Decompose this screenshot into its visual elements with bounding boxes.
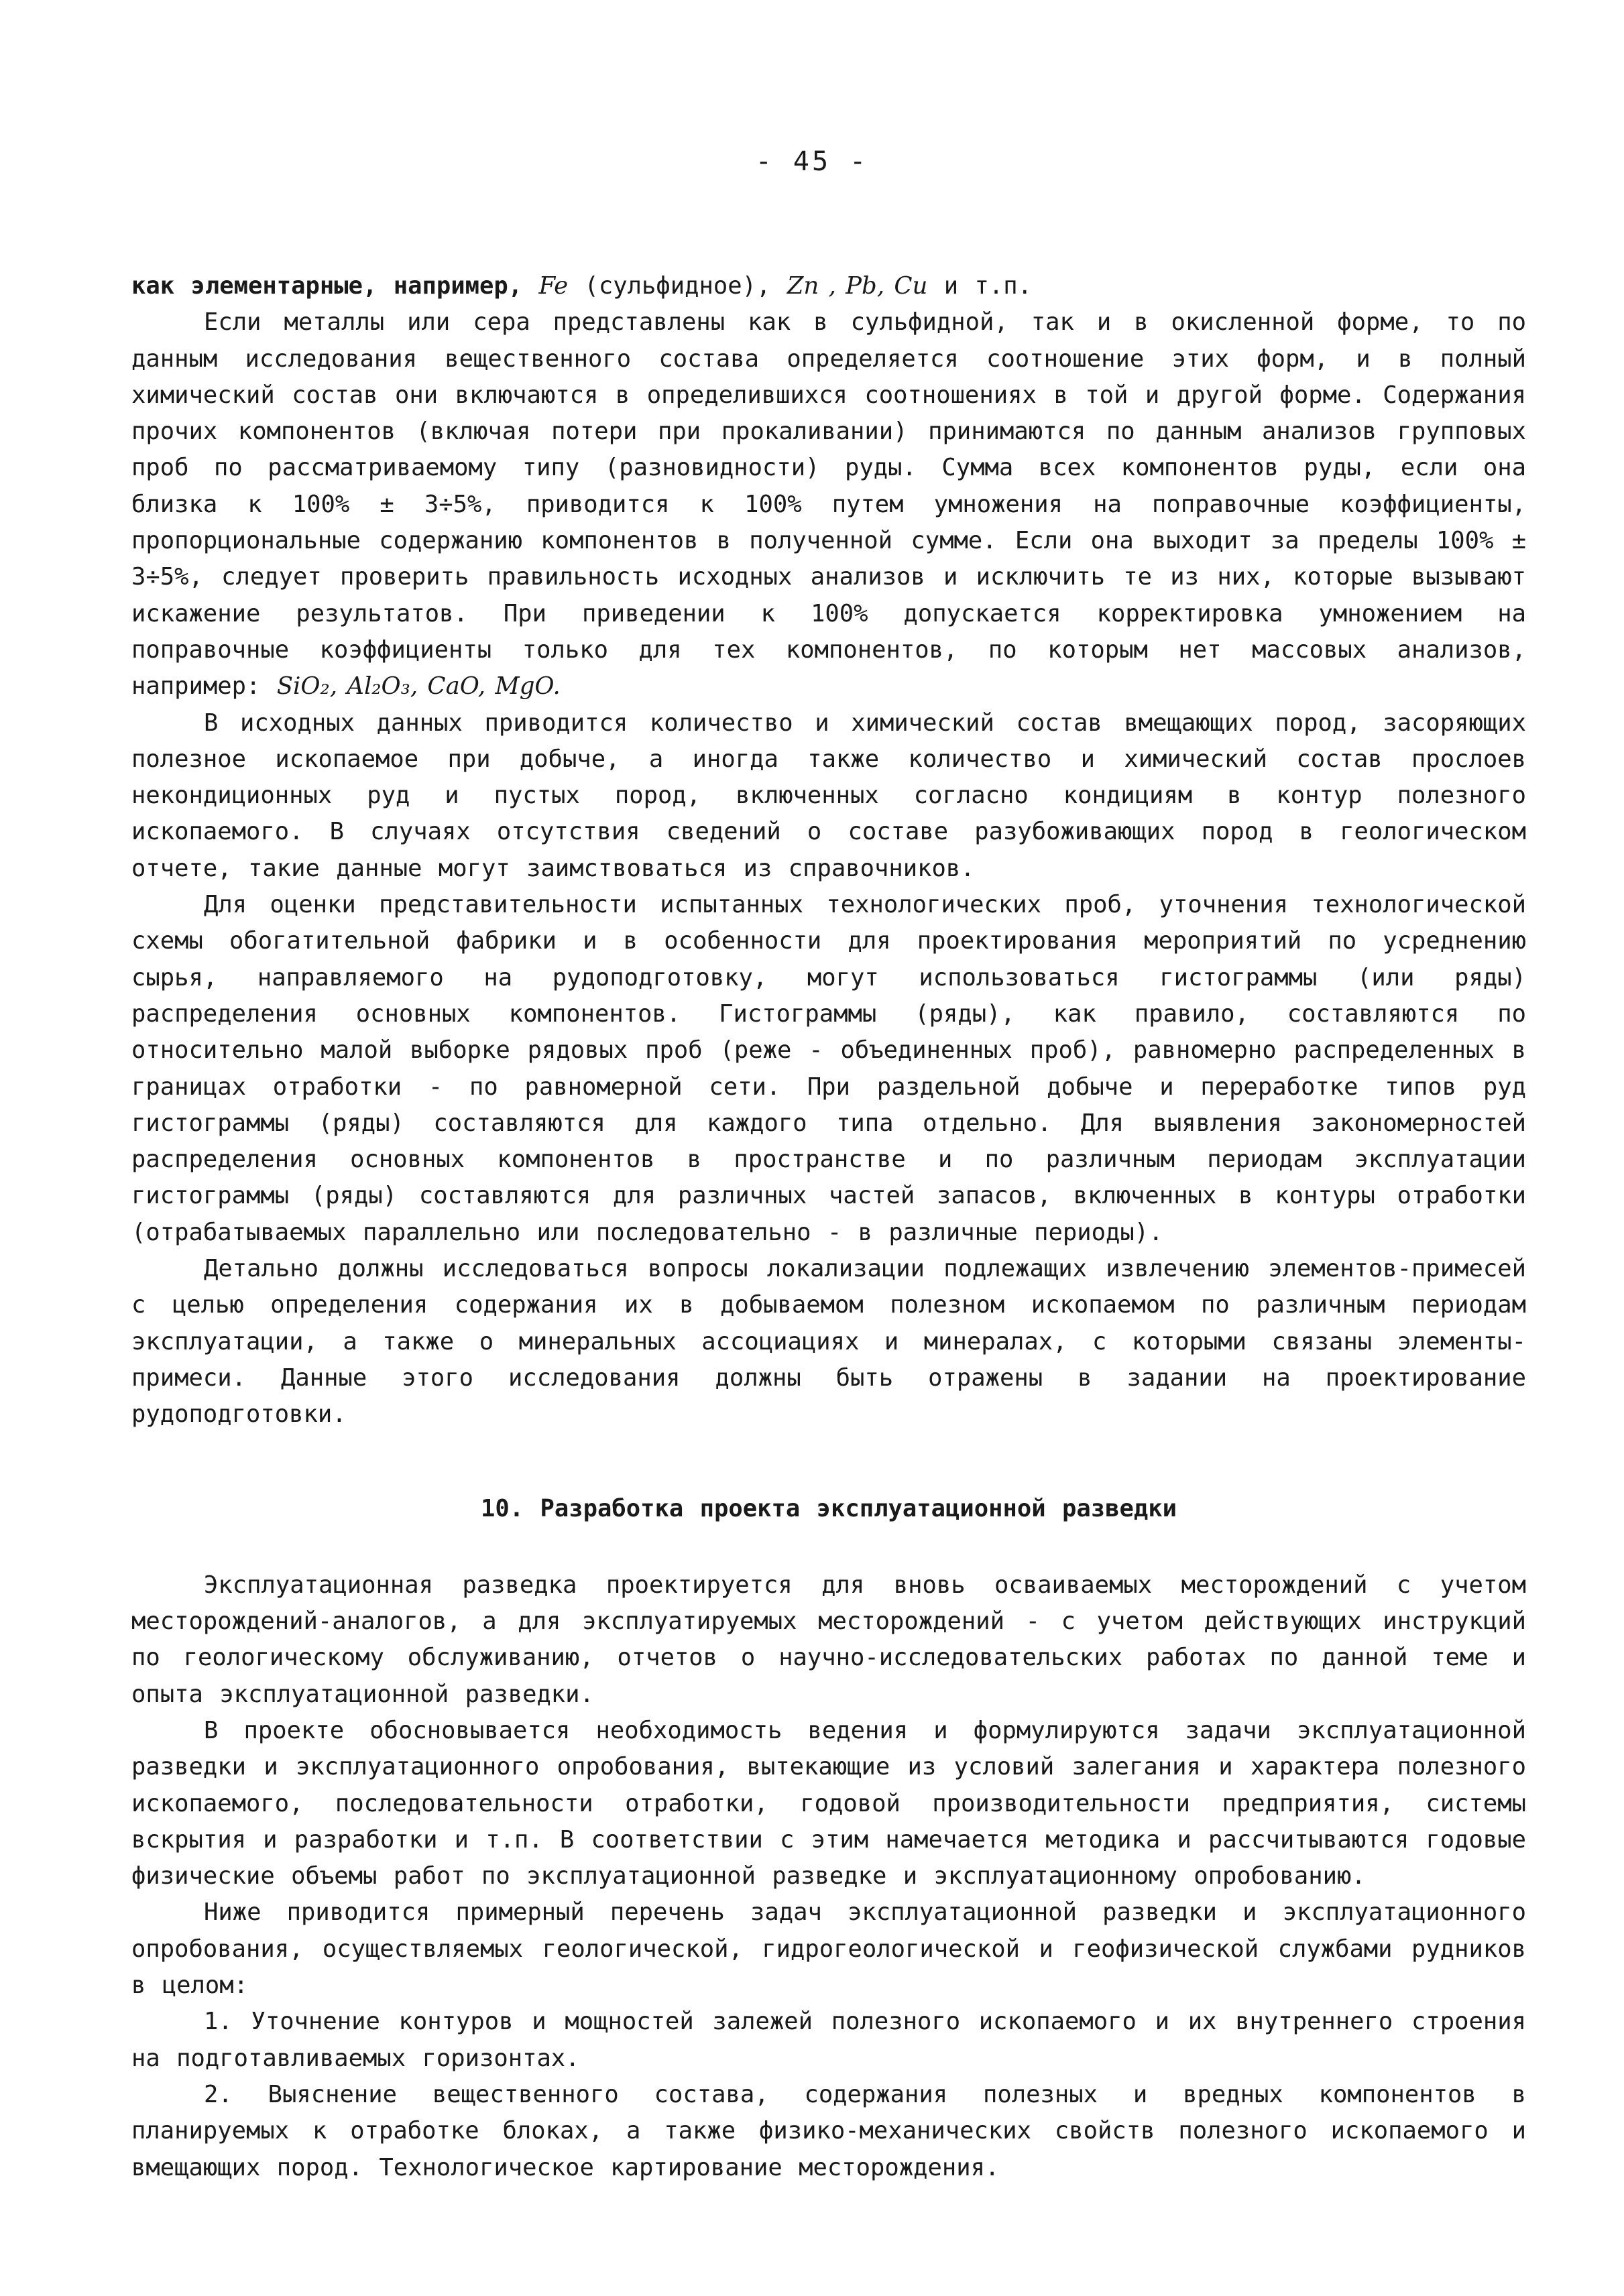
p1-formula-metals: Zn , Pb, Cu (787, 272, 928, 300)
p1-text-a: как элементарные, например, (131, 272, 523, 300)
paragraph-impurity-elements: Детально должны исследоваться вопросы локализации подлежащих извлечению элементов-примесей с целью определения содержания их в добываемом полезном ископаемом по различным периодам эксплуатации, а также о минеральных ассоциациях и минералах, с которыми связаны элементы-примеси. Данные этого исследования должны быть отражены в задании на проектирование рудоподготовки. (131, 1255, 1526, 1429)
p1-text-b: (сульфидное), (584, 272, 771, 300)
list-item: 2. Выяснение вещественного состава, содержания полезных и вредных компонентов в планируемых к отработке блоках, а также физико-механических свойств полезного ископаемого и вмещающих пород. Технологическое картирование месторождения. (131, 2080, 1526, 2181)
page-number: - 45 - (755, 146, 869, 177)
paragraph-task-list-intro: Ниже приводится примерный перечень задач эксплуатационной разведки и эксплуатационного опробования, осуществляемых геологической, гидрогеологической и геофизической службами рудников в целом: (131, 1898, 1526, 2000)
paragraph-metals-oxidation (131, 304, 1526, 705)
paragraph-exploitation-exploration: Эксплуатационная разведка проектируется для вновь осваиваемых месторождений с учетом месторождений-аналогов, а для эксплуатируемых месторождений - с учетом действующих инструкций по геологическому обслуживанию, отчетов о научно-исследовательских работах по данной теме и опыта эксплуатационной разведки. (131, 1571, 1526, 1708)
p1-text-c: и т.п. (943, 272, 1032, 300)
paragraph-continuation (131, 268, 1526, 304)
paragraph-histograms: Для оценки представительности испытанных технологических проб, уточнения технологической схемы обогатительной фабрики и в особенности для проектирования мероприятий по усреднению сырья, направляемого на рудоподготовку, могут использоваться гистограммы (или ряды) распределения основных компонентов. Гистограммы (ряды), как правило, составляются по относительно малой выборке рядовых проб (реже - объединенных проб), равномерно распределенных в границах отработки - по равномерной сети. При раздельной добыче и переработке типов руд гистограммы (ряды) составляются для каждого типа отдельно. Для выявления закономерностей распределения основных компонентов в пространстве и по различным периодам эксплуатации гистограммы (ряды) составляются для различных частей запасов, включенных в контуры отработки (отрабатываемых параллельно или последовательно - в различные периоды). (131, 891, 1526, 1246)
section-heading: 10. Разработка проекта эксплуатационной разведки (481, 1494, 1177, 1522)
p2-text: Если металлы или сера представлены как в сульфидной, так и в окисленной форме, то по данным исследования вещественного состава определяется соотношение этих форм, и в полный химический состав они включаются в определившихся соотношениях в той и другой форме. Содержания прочих компонентов (включая потери при прокаливании) принимаются по данным анализов групповых проб по рассматриваемому типу (разновидности) руды. Сумма всех компонентов руды, если она близка к 100% ± 3÷5%, приводится к 100% путем умножения на поправочные коэффициенты, пропорциональные содержанию компонентов в полученной сумме. Если она выходит за пределы 100% ± 3÷5%, следует проверить правильность исходных анализов и исключить те из них, которые вызывают искажение результатов. При приведении к 100% допускается корректировка умножением на поправочные коэффициенты только для тех компонентов, по которым нет массовых анализов, например: (131, 308, 1526, 701)
paragraph-host-rocks: В исходных данных приводится количество и химический состав вмещающих пород, засоряющих полезное ископаемое при добыче, а иногда также количество и химический состав прослоев некондиционных руд и пустых пород, включенных согласно кондициям в контур полезного ископаемого. В случаях отсутствия сведений о составе разубоживающих пород в геологическом отчете, такие данные могут заимствоваться из справочников. (131, 709, 1526, 882)
p2-formula-oxides: SiO₂, Al₂O₃, CaO, MgO. (276, 672, 561, 701)
paragraph-project-justification: В проекте обосновывается необходимость ведения и формулируются задачи эксплуатационной разведки и эксплуатационного опробования, вытекающие из условий залегания и характера полезного ископаемого, последовательности отработки, годовой производительности предприятия, системы вскрытия и разработки и т.п. В соответствии с этим намечается методика и рассчитываются годовые физические объемы работ по эксплуатационной разведке и эксплуатационному опробованию. (131, 1716, 1526, 1890)
list-item: 1. Уточнение контуров и мощностей залежей полезного ископаемого и их внутреннего строения на подготавливаемых горизонтах. (131, 2008, 1526, 2072)
p1-formula-fe: Fe (538, 272, 569, 300)
body-text (131, 268, 1526, 2186)
